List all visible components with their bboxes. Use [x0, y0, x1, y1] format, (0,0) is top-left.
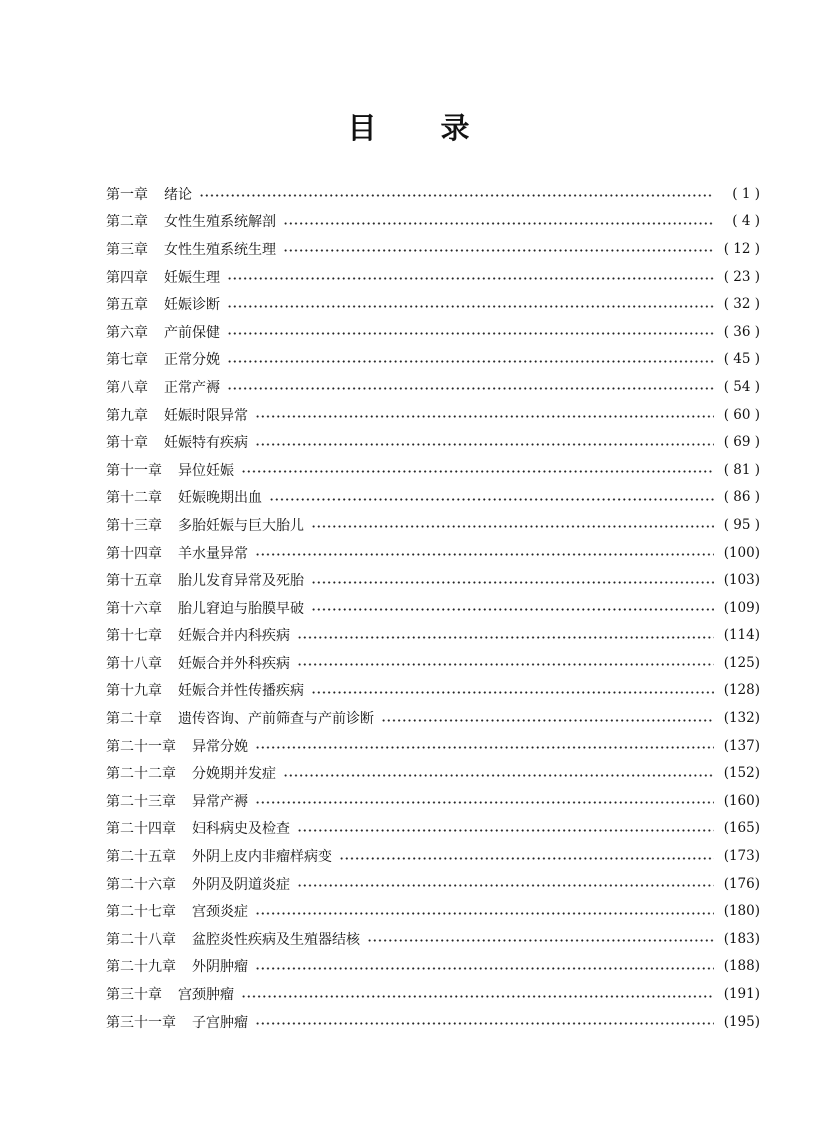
page-number: ( 23 )	[723, 268, 760, 285]
page-number: (183)	[723, 930, 760, 947]
chapter-title: 外阴及阴道炎症	[192, 876, 290, 893]
chapter-title: 异常产褥	[192, 793, 248, 810]
chapter-number: 第八章	[106, 379, 148, 396]
dot-leader	[283, 222, 714, 225]
page-number: (195)	[723, 1013, 760, 1030]
toc-entry[interactable]	[106, 732, 760, 760]
toc-entry[interactable]	[106, 787, 760, 815]
page-number: ( 54 )	[723, 378, 760, 395]
page-number: ( 1 )	[732, 185, 760, 202]
toc-entry[interactable]	[106, 401, 760, 429]
page-number: (132)	[723, 710, 760, 727]
dot-leader	[227, 387, 714, 390]
chapter-number: 第十章	[106, 435, 148, 452]
page-number: (191)	[723, 986, 760, 1003]
toc-entry[interactable]	[106, 677, 760, 705]
toc-entry[interactable]	[106, 511, 760, 539]
table-of-contents	[106, 180, 760, 1035]
dot-leader	[227, 360, 714, 363]
title-char-1: 目	[347, 111, 377, 145]
chapter-title: 产前保健	[164, 324, 220, 341]
chapter-title: 异常分娩	[192, 738, 248, 755]
chapter-number: 第二十五章	[106, 849, 176, 866]
chapter-number: 第六章	[106, 324, 148, 341]
dot-leader	[311, 691, 714, 694]
chapter-number: 第五章	[106, 297, 148, 314]
page-number: ( 81 )	[723, 461, 760, 478]
chapter-title: 盆腔炎性疾病及生殖器结核	[192, 931, 360, 948]
dot-leader	[255, 553, 714, 556]
toc-entry[interactable]	[106, 870, 760, 898]
chapter-title: 妇科病史及检查	[192, 821, 290, 838]
dot-leader	[311, 525, 714, 528]
chapter-title: 羊水量异常	[178, 545, 248, 562]
chapter-number: 第十八章	[106, 655, 162, 672]
chapter-number: 第三十一章	[106, 1014, 176, 1031]
page-number: ( 12 )	[723, 240, 760, 257]
chapter-title: 妊娠合并性传播疾病	[178, 683, 304, 700]
chapter-title: 外阴上皮内非瘤样病变	[192, 849, 332, 866]
dot-leader	[339, 857, 714, 860]
chapter-title: 女性生殖系统生理	[164, 241, 276, 258]
dot-leader	[297, 663, 714, 666]
chapter-number: 第九章	[106, 407, 148, 424]
chapter-title: 外阴肿瘤	[192, 959, 248, 976]
chapter-number: 第十二章	[106, 490, 162, 507]
chapter-title: 女性生殖系统解剖	[164, 214, 276, 231]
dot-leader	[227, 332, 714, 335]
chapter-title: 胎儿窘迫与胎膜早破	[178, 600, 304, 617]
dot-leader	[255, 746, 714, 749]
chapter-title: 绪论	[164, 186, 192, 203]
chapter-number: 第二十六章	[106, 876, 176, 893]
dot-leader	[255, 443, 714, 446]
toc-entry[interactable]	[106, 428, 760, 456]
chapter-number: 第十三章	[106, 517, 162, 534]
chapter-title: 妊娠晚期出血	[178, 490, 262, 507]
chapter-title: 妊娠合并内科疾病	[178, 628, 290, 645]
chapter-title: 分娩期并发症	[192, 766, 276, 783]
page-number: ( 4 )	[732, 213, 760, 230]
dot-leader	[241, 470, 714, 473]
toc-entry[interactable]	[106, 622, 760, 650]
chapter-number: 第一章	[106, 186, 148, 203]
page-number: ( 95 )	[723, 516, 760, 533]
dot-leader	[283, 249, 714, 252]
chapter-number: 第十一章	[106, 462, 162, 479]
chapter-number: 第十五章	[106, 573, 162, 590]
page-number: ( 32 )	[723, 296, 760, 313]
toc-entry[interactable]	[106, 263, 760, 291]
chapter-number: 第二章	[106, 214, 148, 231]
page-number: (100)	[723, 544, 760, 561]
dot-leader	[269, 498, 714, 501]
page-number: (103)	[723, 572, 760, 589]
toc-entry[interactable]	[106, 842, 760, 870]
chapter-number: 第三章	[106, 241, 148, 258]
chapter-number: 第二十八章	[106, 931, 176, 948]
chapter-title: 妊娠时限异常	[164, 407, 248, 424]
chapter-title: 正常分娩	[164, 352, 220, 369]
chapter-title: 多胎妊娠与巨大胎儿	[178, 517, 304, 534]
toc-entry[interactable]	[106, 704, 760, 732]
toc-entry[interactable]	[106, 897, 760, 925]
dot-leader	[255, 801, 714, 804]
chapter-number: 第三十章	[106, 987, 162, 1004]
chapter-title: 妊娠特有疾病	[164, 435, 248, 452]
page-number: ( 45 )	[723, 351, 760, 368]
dot-leader	[283, 774, 714, 777]
toc-entry[interactable]	[106, 539, 760, 567]
chapter-number: 第四章	[106, 269, 148, 286]
page-number: (180)	[723, 903, 760, 920]
chapter-title: 遗传咨询、产前筛查与产前诊断	[178, 711, 374, 728]
dot-leader	[255, 1022, 714, 1025]
page-number: (114)	[723, 627, 760, 644]
dot-leader	[311, 608, 714, 611]
toc-entry[interactable]	[106, 456, 760, 484]
chapter-title: 宫颈炎症	[192, 904, 248, 921]
page-number: (109)	[723, 599, 760, 616]
dot-leader	[297, 829, 714, 832]
chapter-number: 第十九章	[106, 683, 162, 700]
page-number: (160)	[723, 792, 760, 809]
page-number: (188)	[723, 958, 760, 975]
chapter-number: 第二十四章	[106, 821, 176, 838]
page-title	[0, 108, 817, 148]
chapter-title: 胎儿发育异常及死胎	[178, 573, 304, 590]
toc-entry[interactable]	[106, 594, 760, 622]
page-number: ( 36 )	[723, 323, 760, 340]
dot-leader	[241, 995, 714, 998]
chapter-number: 第十七章	[106, 628, 162, 645]
title-char-2: 录	[440, 111, 470, 145]
dot-leader	[367, 939, 714, 942]
dot-leader	[227, 305, 714, 308]
toc-entry[interactable]	[106, 484, 760, 512]
toc-entry[interactable]	[106, 373, 760, 401]
chapter-title: 子宫肿瘤	[192, 1014, 248, 1031]
dot-leader	[227, 277, 714, 280]
chapter-number: 第七章	[106, 352, 148, 369]
chapter-number: 第十六章	[106, 600, 162, 617]
page-number: (173)	[723, 848, 760, 865]
dot-leader	[297, 636, 714, 639]
page-number: (128)	[723, 682, 760, 699]
page-number: (152)	[723, 765, 760, 782]
toc-entry[interactable]	[106, 649, 760, 677]
page-number: (137)	[723, 737, 760, 754]
page-number: ( 86 )	[723, 489, 760, 506]
page-number: ( 69 )	[723, 434, 760, 451]
toc-entry[interactable]	[106, 346, 760, 374]
toc-entry[interactable]	[106, 290, 760, 318]
chapter-number: 第十四章	[106, 545, 162, 562]
chapter-title: 妊娠诊断	[164, 297, 220, 314]
toc-entry[interactable]	[106, 235, 760, 263]
page-number: (125)	[723, 654, 760, 671]
page-number: (176)	[723, 875, 760, 892]
chapter-number: 第二十二章	[106, 766, 176, 783]
toc-entry[interactable]	[106, 953, 760, 981]
toc-entry[interactable]	[106, 980, 760, 1008]
chapter-title: 妊娠合并外科疾病	[178, 655, 290, 672]
chapter-number: 第二十一章	[106, 738, 176, 755]
dot-leader	[255, 967, 714, 970]
chapter-number: 第二十三章	[106, 793, 176, 810]
chapter-title: 正常产褥	[164, 379, 220, 396]
dot-leader	[199, 194, 714, 197]
toc-entry[interactable]	[106, 208, 760, 236]
page-number: (165)	[723, 820, 760, 837]
dot-leader	[381, 719, 714, 722]
toc-entry[interactable]	[106, 318, 760, 346]
chapter-number: 第二十七章	[106, 904, 176, 921]
toc-entry[interactable]	[106, 815, 760, 843]
toc-entry[interactable]	[106, 1008, 760, 1036]
dot-leader	[297, 884, 714, 887]
toc-entry[interactable]	[106, 566, 760, 594]
toc-entry[interactable]	[106, 759, 760, 787]
dot-leader	[311, 581, 714, 584]
dot-leader	[255, 912, 714, 915]
chapter-number: 第二十章	[106, 711, 162, 728]
chapter-title: 宫颈肿瘤	[178, 987, 234, 1004]
chapter-title: 异位妊娠	[178, 462, 234, 479]
toc-entry[interactable]	[106, 180, 760, 208]
page-number: ( 60 )	[723, 406, 760, 423]
dot-leader	[255, 415, 714, 418]
toc-entry[interactable]	[106, 925, 760, 953]
chapter-title: 妊娠生理	[164, 269, 220, 286]
chapter-number: 第二十九章	[106, 959, 176, 976]
